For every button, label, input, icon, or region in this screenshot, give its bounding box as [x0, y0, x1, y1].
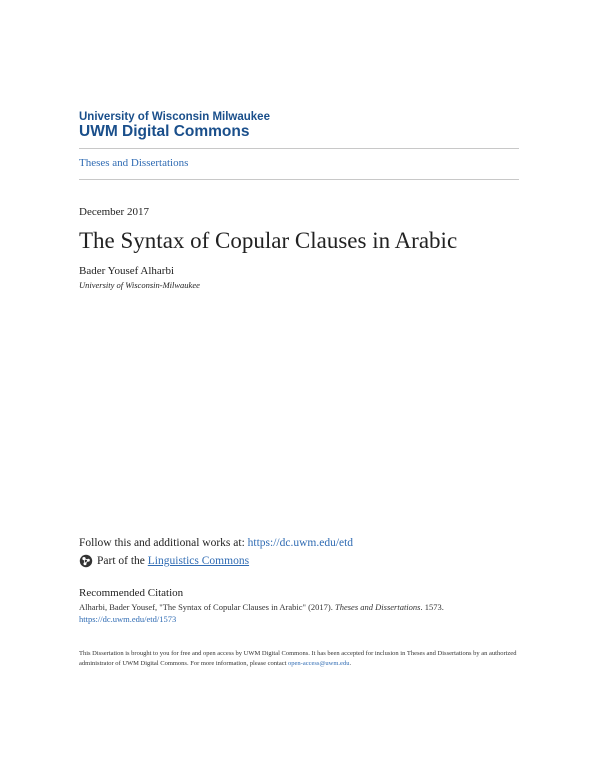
collection-link[interactable]: Theses and Dissertations [79, 157, 189, 169]
divider [79, 148, 519, 149]
author-name: Bader Yousef Alharbi [79, 265, 175, 277]
contact-email-link[interactable]: open-access@uwm.edu [288, 660, 350, 667]
notice-end: . [349, 660, 352, 667]
citation-journal: Theses and Dissertations [335, 602, 421, 612]
divider [79, 179, 519, 180]
partof-line [79, 554, 249, 568]
citation-post: . 1573. [420, 602, 444, 612]
access-notice [79, 649, 524, 669]
partof-text: Part of the [97, 555, 145, 567]
notice-text: This Dissertation is brought to you for free and open access by UWM Digital Commons. It has been accepted for inclusion in Theses and Dissertations by an authorized administrator of UWM Digital Commons. For more information, please contact [79, 650, 517, 667]
follow-url-link[interactable]: https://dc.uwm.edu/etd [247, 537, 354, 549]
repository-name[interactable]: UWM Digital Commons [79, 123, 250, 140]
author-affiliation: University of Wisconsin-Milwaukee [79, 280, 200, 290]
citation-pre: Alharbi, Bader Yousef, "The Syntax of Copular Clauses in Arabic" (2017). [79, 602, 335, 612]
citation-text [79, 602, 444, 612]
follow-text: Follow this and additional works at: [79, 537, 248, 549]
linguistics-commons-link[interactable]: Linguistics Commons [147, 555, 250, 567]
paper-title: The Syntax of Copular Clauses in Arabic [79, 228, 458, 253]
citation-heading: Recommended Citation [79, 587, 184, 599]
follow-line [79, 537, 353, 549]
citation-url-link[interactable]: https://dc.uwm.edu/etd/1573 [79, 614, 177, 624]
network-icon [79, 554, 93, 568]
institution-name[interactable]: University of Wisconsin Milwaukee [79, 111, 270, 123]
publication-date: December 2017 [79, 206, 149, 218]
